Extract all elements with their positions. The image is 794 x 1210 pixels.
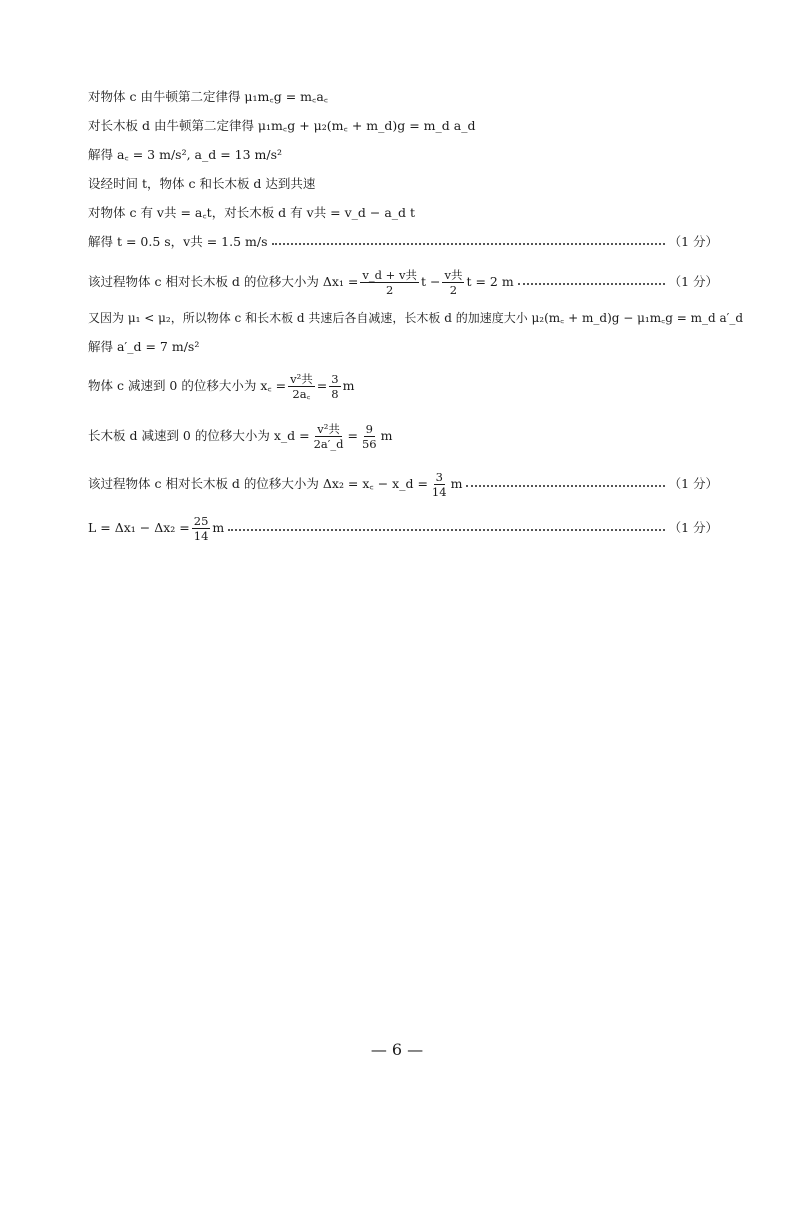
score-label: （1 分） — [668, 274, 718, 289]
line-11 — [88, 418, 718, 454]
line-text: 对物体 c 有 v共 = a꜀t，对长木板 d 有 v共 = v_d − a_d t — [88, 205, 416, 220]
line-5 — [88, 204, 718, 222]
dot-leader — [518, 273, 665, 291]
fraction-numerator: 3 — [331, 371, 339, 386]
score-label: （1 分） — [668, 234, 718, 249]
dot-leader — [228, 519, 664, 537]
fraction-denominator: 14 — [193, 528, 209, 543]
line-text: t = 2 m — [466, 274, 514, 289]
line-10 — [88, 368, 718, 404]
fraction — [430, 470, 449, 499]
fraction-numerator: v共 — [444, 267, 463, 282]
score-label: （1 分） — [668, 520, 718, 535]
fraction-numerator: v²共 — [290, 371, 313, 386]
fraction-denominator: 56 — [361, 436, 377, 451]
line-text: m — [212, 520, 225, 535]
fraction-numerator: v_d + v共 — [362, 267, 417, 282]
line-4 — [88, 175, 718, 193]
fraction-denominator: 2 — [449, 282, 458, 297]
dot-leader — [466, 475, 664, 493]
line-text: 设经时间 t，物体 c 和长木板 d 达到共速 — [88, 176, 316, 191]
fraction-numerator: 25 — [193, 513, 209, 528]
fraction — [288, 372, 315, 401]
fraction-numerator: 3 — [435, 469, 443, 484]
line-13 — [88, 510, 718, 546]
line-text: 解得 a′_d = 7 m/s² — [88, 339, 200, 354]
fraction — [329, 372, 340, 401]
line-text: m — [450, 476, 463, 491]
line-2 — [88, 117, 718, 135]
line-text: 长木板 d 减速到 0 的位移大小为 x_d = — [88, 428, 310, 443]
line-9 — [88, 338, 718, 356]
line-text: 物体 c 减速到 0 的位移大小为 x꜀ = — [88, 378, 287, 393]
fraction — [192, 514, 211, 543]
line-12 — [88, 466, 718, 502]
fraction-denominator: 2 — [386, 282, 394, 297]
line-text: = — [316, 378, 328, 393]
line-text: t − — [420, 274, 441, 289]
dot-leader — [272, 233, 665, 251]
line-1 — [88, 88, 718, 106]
fraction — [360, 268, 419, 297]
fraction — [442, 268, 464, 297]
line-text: 解得 t = 0.5 s，v共 = 1.5 m/s — [88, 234, 268, 249]
fraction-denominator: 14 — [431, 484, 447, 499]
fraction-numerator: v²共 — [317, 421, 340, 436]
line-6 — [88, 233, 718, 251]
line-text: 该过程物体 c 相对长木板 d 的位移大小为 Δx₂ = x꜀ − x_d = — [88, 476, 428, 491]
score-label: （1 分） — [668, 476, 718, 491]
fraction — [312, 422, 346, 451]
line-text: m — [342, 378, 355, 393]
line-8 — [88, 309, 744, 327]
line-text: 解得 a꜀ = 3 m/s², a_d = 13 m/s² — [88, 147, 283, 162]
line-3 — [88, 146, 718, 164]
fraction-denominator: 2a′_d — [313, 436, 344, 451]
line-text: 对长木板 d 由牛顿第二定律得 μ₁m꜀g + μ₂(m꜀ + m_d)g = m_d a_d — [88, 118, 476, 133]
fraction-denominator: 8 — [331, 386, 339, 401]
fraction-denominator: 2a꜀ — [292, 386, 311, 401]
line-text: 又因为 μ₁ < μ₂，所以物体 c 和长木板 d 共速后各自减速，长木板 d 的加速度大小 μ₂(m꜀ + m_d)g − μ₁m꜀g = m_d a′_d — [88, 311, 744, 325]
line-7 — [88, 264, 718, 300]
line-text: L = Δx₁ − Δx₂ = — [88, 520, 190, 535]
line-text: 该过程物体 c 相对长木板 d 的位移大小为 Δx₁ = — [88, 274, 359, 289]
line-text: = — [347, 428, 358, 443]
line-text: m — [380, 428, 393, 443]
page-number: — 6 — — [370, 1040, 424, 1059]
fraction — [360, 422, 379, 451]
line-text: 对物体 c 由牛顿第二定律得 μ₁m꜀g = m꜀a꜀ — [88, 89, 329, 104]
fraction-numerator: 9 — [365, 421, 373, 436]
